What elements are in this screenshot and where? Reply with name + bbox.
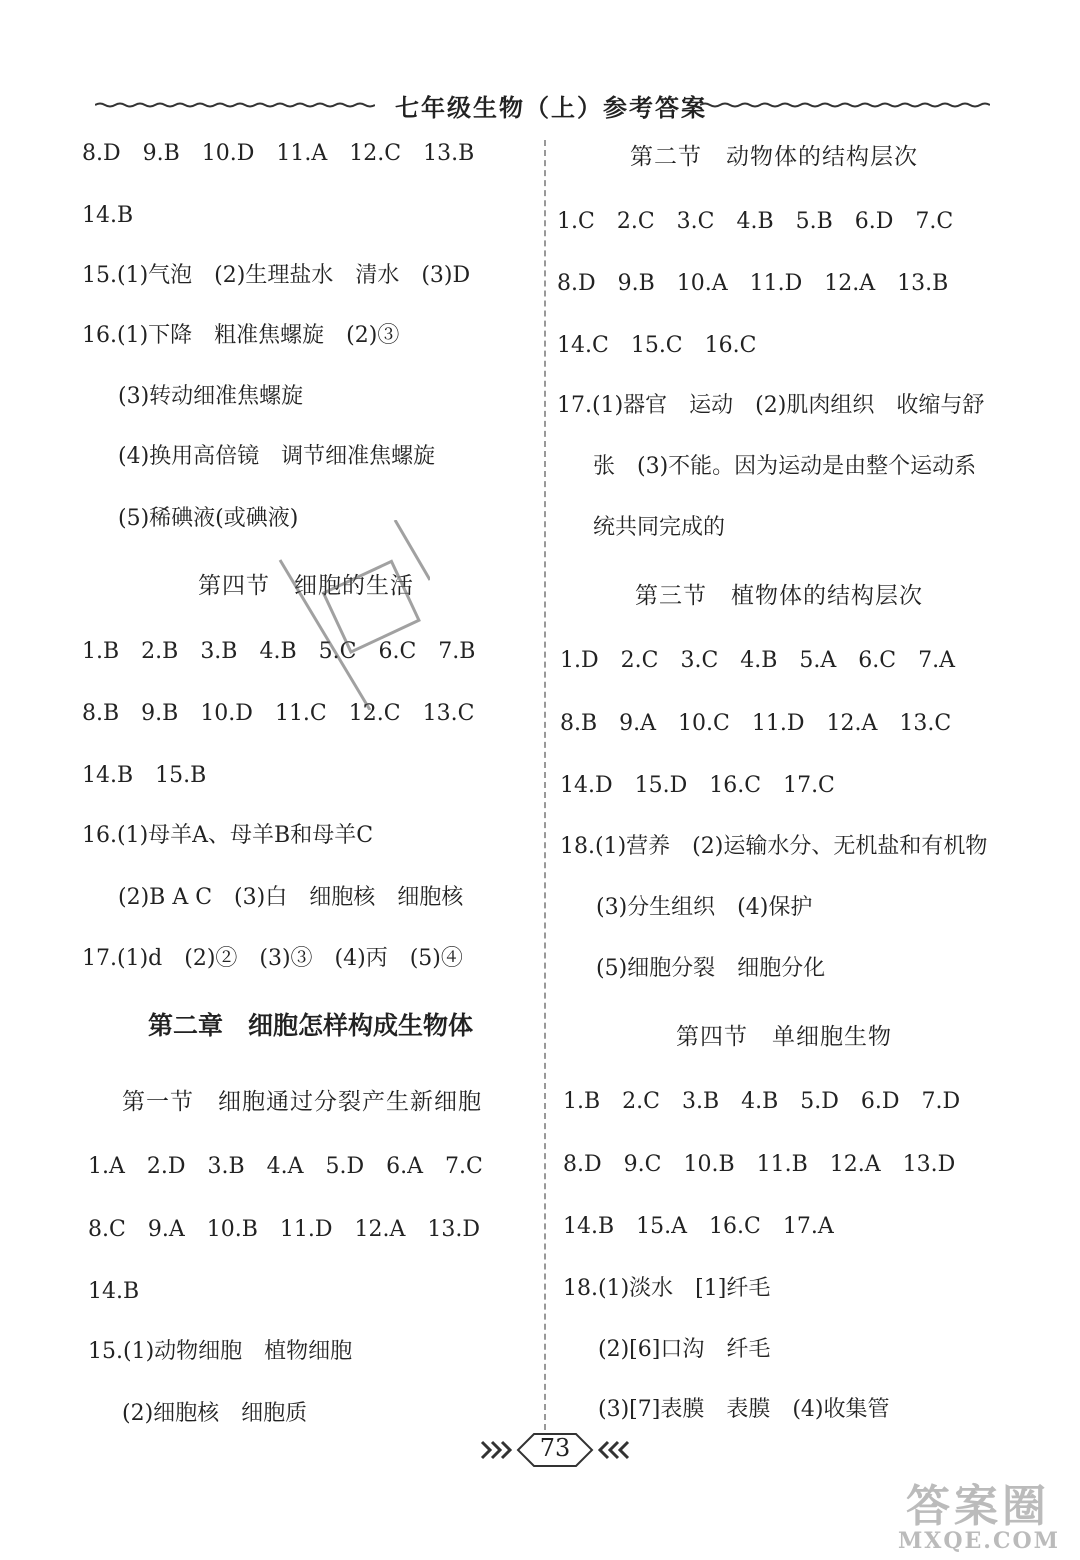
answer-line: 8.D 9.B 10.D 11.A 12.C 13.B	[82, 141, 475, 166]
answer-line: 8.D 9.C 10.B 11.B 12.A 13.D	[563, 1152, 956, 1177]
header-title: 七年级生物（上）参考答案	[395, 93, 707, 122]
header-right-ornament	[700, 102, 990, 108]
page-number-badge	[480, 1430, 630, 1470]
answer-line: (5)稀碘液(或碘液)	[118, 506, 299, 531]
chapter-title: 第二章 细胞怎样构成生物体	[148, 1011, 474, 1040]
answer-line: 17.(1)d (2)② (3)③ (4)丙 (5)④	[82, 946, 463, 971]
answer-line: 14.B	[88, 1279, 140, 1304]
answer-line: 17.(1)器官 运动 (2)肌肉组织 收缩与舒	[557, 393, 985, 418]
answer-line: 8.B 9.A 10.C 11.D 12.A 13.C	[560, 711, 952, 736]
answer-line: 1.D 2.C 3.C 4.B 5.A 6.C 7.A	[560, 648, 956, 673]
answer-line: (2)B A C (3)白 细胞核 细胞核	[118, 885, 464, 910]
answer-line: 14.C 15.C 16.C	[557, 333, 757, 358]
answer-line: (4)换用高倍镜 调节细准焦螺旋	[118, 444, 436, 469]
page-header	[95, 84, 990, 124]
answer-line: 8.B 9.B 10.D 11.C 12.C 13.C	[82, 701, 475, 726]
answer-line: 15.(1)气泡 (2)生理盐水 清水 (3)D	[82, 263, 471, 288]
section-title: 第四节 单细胞生物	[676, 1024, 892, 1050]
answer-line: 1.C 2.C 3.C 4.B 5.B 6.D 7.C	[557, 209, 954, 234]
answer-line: 1.B 2.C 3.B 4.B 5.D 6.D 7.D	[563, 1089, 961, 1114]
answer-line: 14.B 15.A 16.C 17.A	[563, 1214, 834, 1239]
answer-line: 18.(1)营养 (2)运输水分、无机盐和有机物	[560, 834, 988, 859]
answer-line: 8.D 9.B 10.A 11.D 12.A 13.B	[557, 271, 949, 296]
answer-line: (2)[6]口沟 纤毛	[598, 1337, 771, 1362]
answer-line: 14.B 15.B	[82, 763, 207, 788]
answer-line: (3)转动细准焦螺旋	[118, 384, 304, 409]
page-number: 73	[539, 1434, 571, 1462]
answer-line: 16.(1)母羊A、母羊B和母羊C	[82, 823, 374, 848]
answer-line: 1.B 2.B 3.B 4.B 5.C 6.C 7.B	[82, 639, 476, 664]
answer-line: (3)分生组织 (4)保护	[596, 895, 813, 920]
answer-line: 15.(1)动物细胞 植物细胞	[88, 1339, 353, 1364]
header-left-ornament	[95, 102, 375, 108]
watermark-logo: 答案圈	[906, 1481, 1050, 1532]
answer-line: 统共同完成的	[593, 515, 726, 540]
column-divider	[544, 140, 546, 1430]
section-title: 第三节 植物体的结构层次	[635, 583, 923, 609]
stamp-mark	[260, 520, 430, 710]
answer-line: (5)细胞分裂 细胞分化	[596, 956, 826, 981]
answer-line: 14.B	[82, 203, 134, 228]
answer-line: 14.D 15.D 16.C 17.C	[560, 773, 835, 798]
answer-line: 18.(1)淡水 [1]纤毛	[563, 1276, 771, 1301]
section-title: 第一节 细胞通过分裂产生新细胞	[122, 1089, 482, 1115]
watermark-url: MXQE.COM	[897, 1528, 1060, 1554]
answer-line: (3)[7]表膜 表膜 (4)收集管	[598, 1397, 890, 1422]
answer-line: 张 (3)不能。因为运动是由整个运动系	[593, 454, 977, 479]
answer-line: 8.C 9.A 10.B 11.D 12.A 13.D	[88, 1217, 480, 1242]
answer-line: (2)细胞核 细胞质	[122, 1401, 308, 1426]
section-title: 第二节 动物体的结构层次	[630, 144, 918, 170]
section-title: 第四节 细胞的生活	[198, 573, 414, 599]
site-watermark	[880, 1470, 1060, 1560]
answer-line: 1.A 2.D 3.B 4.A 5.D 6.A 7.C	[88, 1154, 483, 1179]
answer-line: 16.(1)下降 粗准焦螺旋 (2)③	[82, 323, 400, 348]
